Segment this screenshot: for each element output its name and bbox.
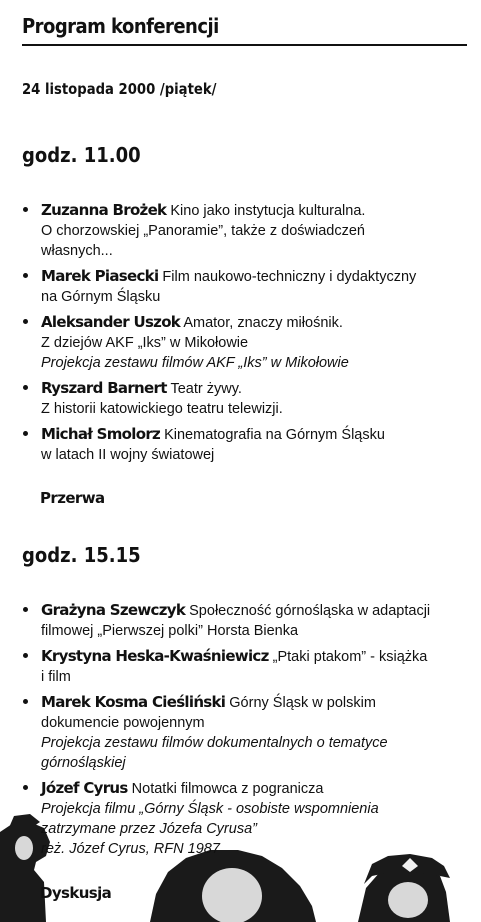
program-item — [22, 312, 470, 373]
talk-line: Amator, znaczy miłośnik. — [183, 315, 343, 331]
break-label: Przerwa — [40, 489, 105, 507]
bullet-icon — [23, 207, 28, 212]
program-item — [22, 646, 470, 687]
speaker-name: Józef Cyrus — [41, 779, 128, 797]
talk-line: Kinematografia na Górnym Śląsku — [164, 427, 385, 443]
session-time-2: godz. 15.15 — [22, 543, 141, 567]
talk-line: Z historii katowickiego teatru telewizji. — [41, 401, 283, 417]
talk-line: własnych... — [41, 243, 113, 259]
program-item — [22, 778, 470, 859]
program-item — [22, 200, 470, 261]
talk-line: Górny Śląsk w polskim — [229, 695, 376, 711]
speaker-name: Grażyna Szewczyk — [41, 601, 186, 619]
bullet-icon — [23, 607, 28, 612]
bullet-icon — [23, 653, 28, 658]
talk-line: Teatr żywy. — [170, 381, 242, 397]
bullet-icon — [23, 785, 28, 790]
session-time-1: godz. 11.00 — [22, 143, 141, 167]
projection-note: Projekcja filmu „Górny Śląsk - osobiste wspomnienia — [41, 801, 379, 817]
talk-line: Społeczność górnośląska w adaptacji — [189, 603, 431, 619]
page-title: Program konferencji — [22, 14, 219, 38]
projection-note: Projekcja zestawu filmów dokumentalnych o tematyce — [41, 735, 388, 751]
talk-line: w latach II wojny światowej — [41, 447, 215, 463]
bullet-icon — [23, 273, 28, 278]
speaker-name: Marek Kosma Cieśliński — [41, 693, 226, 711]
session-2-list — [22, 600, 470, 864]
talk-line: Z dziejów AKF „Iks” w Mikołowie — [41, 335, 249, 351]
bullet-icon — [23, 431, 28, 436]
talk-line: Kino jako instytucja kulturalna. — [170, 203, 366, 219]
speaker-name: Marek Piasecki — [41, 267, 159, 285]
speaker-name: Michał Smolorz — [41, 425, 161, 443]
talk-line: Notatki filmowca z pogranicza — [131, 781, 324, 797]
speaker-name: Aleksander Uszok — [41, 313, 181, 331]
conference-date: 24 listopada 2000 /piątek/ — [22, 80, 217, 98]
talk-line: „Ptaki ptakom” - książka — [272, 649, 428, 665]
discussion-label: Dyskusja — [40, 884, 112, 902]
talk-line: i film — [41, 669, 71, 685]
speaker-name: Krystyna Heska-Kwaśniewicz — [41, 647, 269, 665]
speaker-name: Ryszard Barnert — [41, 379, 167, 397]
projection-note: górnośląskiej — [41, 755, 126, 771]
projection-note: reż. Józef Cyrus, RFN 1987 — [41, 841, 220, 857]
talk-line: O chorzowskiej „Panoramie”, także z doświadczeń — [41, 223, 365, 239]
bullet-icon — [23, 385, 28, 390]
projection-note: zatrzymane przez Józefa Cyrusa” — [41, 821, 257, 837]
talk-line: dokumencie powojennym — [41, 715, 205, 731]
title-underline — [22, 44, 467, 46]
program-item — [22, 692, 470, 773]
speaker-name: Zuzanna Brożek — [41, 201, 167, 219]
program-item — [22, 266, 470, 307]
talk-line: na Górnym Śląsku — [41, 289, 161, 305]
projection-note: Projekcja zestawu filmów AKF „Iks” w Mikołowie — [41, 355, 349, 371]
program-item — [22, 424, 470, 465]
program-item — [22, 600, 470, 641]
bullet-icon — [23, 319, 28, 324]
program-item — [22, 378, 470, 419]
bullet-icon — [23, 699, 28, 704]
session-1-list — [22, 200, 470, 470]
talk-line: filmowej „Pierwszej polki” Horsta Bienka — [41, 623, 299, 639]
talk-line: Film naukowo-techniczny i dydaktyczny — [162, 269, 417, 285]
